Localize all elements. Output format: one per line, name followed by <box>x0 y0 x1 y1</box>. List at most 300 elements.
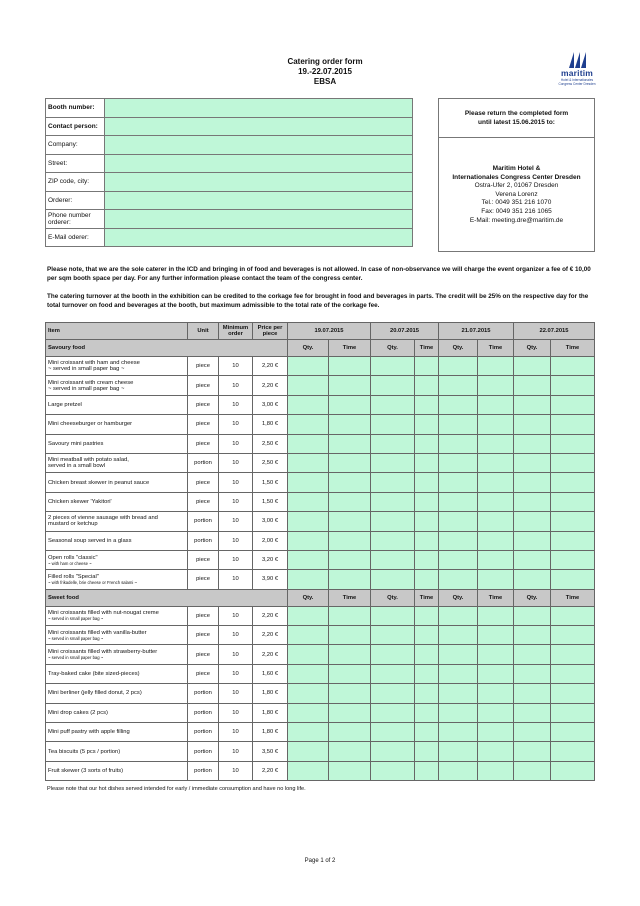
time-input-day-4[interactable] <box>551 376 595 395</box>
time-input-day-4[interactable] <box>551 606 595 625</box>
qty-input-day-4[interactable] <box>514 684 551 703</box>
table-row <box>46 531 595 550</box>
time-input-day-2[interactable] <box>415 606 439 625</box>
note-turnover-credit: The catering turnover at the booth in the exhibition can be credited to the corkage fee for brought in food and beverages in parts. The credit will be 25% on the respective day for the total turnover on food and beverages at the booth, but maximum admissible to the total rate of the corkage fee. <box>47 293 589 309</box>
time-input-day-1[interactable] <box>329 473 371 492</box>
time-input-day-1[interactable] <box>329 434 371 453</box>
time-input-day-3[interactable] <box>478 761 514 780</box>
table-row <box>46 723 595 742</box>
qty-input-day-1[interactable] <box>288 664 329 683</box>
time-input-day-2[interactable] <box>415 664 439 683</box>
time-input-day-4[interactable] <box>551 453 595 472</box>
time-input-day-1[interactable] <box>329 761 371 780</box>
item-description: ~ served in small paper bag ~ <box>48 616 104 622</box>
table-row <box>46 415 595 434</box>
time-input-day-3[interactable] <box>478 645 514 664</box>
item-price: 1,80 € <box>253 684 288 703</box>
time-input-day-1[interactable] <box>329 570 371 589</box>
item-minimum-order: 10 <box>219 415 253 434</box>
qty-input-day-2[interactable] <box>371 512 415 531</box>
item-name: Chicken breast skewer in peanut sauce <box>48 479 150 486</box>
time-input-day-1[interactable] <box>329 664 371 683</box>
qty-input-day-3[interactable] <box>439 395 478 414</box>
item-name: Open rolls "classic" <box>48 554 98 561</box>
time-input-day-2[interactable] <box>415 395 439 414</box>
header-date-4: 22.07.2015 <box>514 323 595 340</box>
time-input-day-3[interactable] <box>478 723 514 742</box>
item-minimum-order: 10 <box>219 684 253 703</box>
time-input-day-4[interactable] <box>551 492 595 511</box>
qty-input-day-2[interactable] <box>371 492 415 511</box>
qty-input-day-4[interactable] <box>514 531 551 550</box>
sails-icon <box>557 52 597 68</box>
item-unit: piece <box>188 434 219 453</box>
qty-input-day-3[interactable] <box>439 473 478 492</box>
time-input-day-3[interactable] <box>478 492 514 511</box>
time-input-day-4[interactable] <box>551 723 595 742</box>
item-unit: piece <box>188 376 219 395</box>
time-input-day-1[interactable] <box>329 626 371 645</box>
contact-field-input[interactable] <box>105 99 413 118</box>
time-input-day-1[interactable] <box>329 492 371 511</box>
table-row <box>46 703 595 722</box>
qty-input-day-3[interactable] <box>439 550 478 569</box>
item-description: served in a small bowl <box>48 463 106 470</box>
qty-input-day-3[interactable] <box>439 723 478 742</box>
time-input-day-2[interactable] <box>415 357 439 376</box>
item-name-cell <box>46 415 188 434</box>
item-minimum-order: 10 <box>219 376 253 395</box>
qty-input-day-2[interactable] <box>371 473 415 492</box>
qty-input-day-2[interactable] <box>371 357 415 376</box>
header-date-3: 21.07.2015 <box>439 323 514 340</box>
time-input-day-1[interactable] <box>329 415 371 434</box>
qty-input-day-1[interactable] <box>288 723 329 742</box>
item-minimum-order: 10 <box>219 357 253 376</box>
item-price: 1,80 € <box>253 703 288 722</box>
item-minimum-order: 10 <box>219 395 253 414</box>
qty-input-day-3[interactable] <box>439 645 478 664</box>
item-unit: piece <box>188 473 219 492</box>
item-minimum-order: 10 <box>219 626 253 645</box>
item-unit: piece <box>188 645 219 664</box>
item-name: Mini berliner (jelly filled donut, 2 pcs) <box>48 690 142 697</box>
qty-input-day-2[interactable] <box>371 570 415 589</box>
item-name-cell <box>46 703 188 722</box>
item-name: Mini croissants filled with vanilla-butter <box>48 629 147 636</box>
contact-field-row <box>46 210 413 229</box>
time-input-day-2[interactable] <box>415 434 439 453</box>
contact-field-row <box>46 173 413 192</box>
qty-input-day-3[interactable] <box>439 664 478 683</box>
qty-input-day-4[interactable] <box>514 664 551 683</box>
time-input-day-3[interactable] <box>478 376 514 395</box>
time-input-day-3[interactable] <box>478 512 514 531</box>
contact-field-input[interactable] <box>105 228 413 247</box>
table-row <box>46 453 595 472</box>
qty-input-day-1[interactable] <box>288 626 329 645</box>
contact-field-input[interactable] <box>105 136 413 155</box>
time-input-day-1[interactable] <box>329 742 371 761</box>
item-minimum-order: 10 <box>219 645 253 664</box>
contact-field-input[interactable] <box>105 191 413 210</box>
qty-input-day-3[interactable] <box>439 512 478 531</box>
logo-subtitle-2: Congress Center Dresden <box>558 82 596 86</box>
qty-input-day-4[interactable] <box>514 570 551 589</box>
contact-field-label: Booth number: <box>46 99 105 118</box>
time-input-day-3[interactable] <box>478 626 514 645</box>
qty-input-day-4[interactable] <box>514 434 551 453</box>
qty-input-day-2[interactable] <box>371 606 415 625</box>
qty-input-day-1[interactable] <box>288 357 329 376</box>
contact-field-input[interactable] <box>105 117 413 136</box>
table-row <box>46 550 595 569</box>
item-unit: piece <box>188 395 219 414</box>
qty-input-day-2[interactable] <box>371 684 415 703</box>
item-price: 2,50 € <box>253 453 288 472</box>
qty-input-day-2[interactable] <box>371 415 415 434</box>
time-input-day-4[interactable] <box>551 664 595 683</box>
item-name-cell <box>46 570 188 589</box>
time-input-day-4[interactable] <box>551 570 595 589</box>
qty-input-day-2[interactable] <box>371 395 415 414</box>
qty-input-day-2[interactable] <box>371 723 415 742</box>
item-price: 2,20 € <box>253 376 288 395</box>
qty-input-day-2[interactable] <box>371 664 415 683</box>
item-name: Seasonal soup served in a glass <box>48 537 132 544</box>
time-input-day-3[interactable] <box>478 453 514 472</box>
page-indicator: Page 1 of 2 <box>304 858 336 864</box>
time-input-day-2[interactable] <box>415 550 439 569</box>
item-minimum-order: 10 <box>219 453 253 472</box>
qty-column-header: Qty. <box>439 589 478 606</box>
time-column-header: Time <box>415 340 439 357</box>
time-input-day-4[interactable] <box>551 434 595 453</box>
contact-field-input[interactable] <box>105 210 413 229</box>
qty-input-day-4[interactable] <box>514 703 551 722</box>
time-input-day-1[interactable] <box>329 531 371 550</box>
address-contact-person: Verena Lorenz <box>495 190 538 198</box>
qty-input-day-2[interactable] <box>371 531 415 550</box>
time-input-day-4[interactable] <box>551 531 595 550</box>
qty-input-day-4[interactable] <box>514 357 551 376</box>
item-name-cell <box>46 492 188 511</box>
address-name-1: Maritim Hotel & <box>492 165 541 172</box>
contact-field-row <box>46 99 413 118</box>
time-input-day-1[interactable] <box>329 550 371 569</box>
time-input-day-3[interactable] <box>478 664 514 683</box>
time-input-day-4[interactable] <box>551 703 595 722</box>
table-row <box>46 761 595 780</box>
qty-input-day-3[interactable] <box>439 761 478 780</box>
item-name: Mini croissants filled with nut-nougat creme <box>48 610 159 617</box>
qty-column-header: Qty. <box>371 589 415 606</box>
time-input-day-1[interactable] <box>329 512 371 531</box>
item-unit: portion <box>188 684 219 703</box>
qty-input-day-3[interactable] <box>439 742 478 761</box>
time-input-day-1[interactable] <box>329 723 371 742</box>
table-row <box>46 357 595 376</box>
time-input-day-2[interactable] <box>415 492 439 511</box>
time-input-day-3[interactable] <box>478 473 514 492</box>
item-price: 3,00 € <box>253 395 288 414</box>
table-row <box>46 570 595 589</box>
qty-input-day-1[interactable] <box>288 395 329 414</box>
qty-column-header: Qty. <box>288 340 329 357</box>
item-name-cell <box>46 512 188 531</box>
item-name-cell <box>46 453 188 472</box>
item-minimum-order: 10 <box>219 434 253 453</box>
qty-input-day-3[interactable] <box>439 531 478 550</box>
item-name-cell <box>46 645 188 664</box>
time-input-day-4[interactable] <box>551 473 595 492</box>
contact-field-input[interactable] <box>105 154 413 173</box>
qty-input-day-1[interactable] <box>288 761 329 780</box>
item-unit: piece <box>188 550 219 569</box>
time-column-header: Time <box>478 340 514 357</box>
order-table <box>45 322 595 781</box>
item-minimum-order: 10 <box>219 473 253 492</box>
time-input-day-4[interactable] <box>551 626 595 645</box>
time-input-day-1[interactable] <box>329 357 371 376</box>
qty-input-day-3[interactable] <box>439 492 478 511</box>
time-input-day-3[interactable] <box>478 395 514 414</box>
time-input-day-3[interactable] <box>478 742 514 761</box>
qty-input-day-2[interactable] <box>371 376 415 395</box>
return-instruction-line-1: Please return the completed form <box>464 110 569 117</box>
time-input-day-4[interactable] <box>551 742 595 761</box>
qty-input-day-2[interactable] <box>371 645 415 664</box>
item-unit: piece <box>188 570 219 589</box>
contact-field-row <box>46 228 413 247</box>
time-input-day-4[interactable] <box>551 395 595 414</box>
time-input-day-3[interactable] <box>478 531 514 550</box>
qty-input-day-2[interactable] <box>371 626 415 645</box>
item-description: ~ served in small paper bag ~ <box>48 655 104 661</box>
time-input-day-4[interactable] <box>551 357 595 376</box>
qty-input-day-3[interactable] <box>439 434 478 453</box>
contact-field-row <box>46 191 413 210</box>
qty-input-day-4[interactable] <box>514 453 551 472</box>
item-unit: portion <box>188 531 219 550</box>
note-sole-caterer: Please note, that we are the sole caterer in the ICD and bringing in of food and beverages is not allowed. In case of non-observance we will charge the event organizer a fee of € 10,00 per sqm booth space per day. For any further information please contact the team of the congress center. <box>47 266 591 282</box>
item-minimum-order: 10 <box>219 512 253 531</box>
return-instruction-line-2: until latest 15.06.2015 to: <box>478 119 555 126</box>
item-minimum-order: 10 <box>219 703 253 722</box>
qty-input-day-3[interactable] <box>439 606 478 625</box>
section-header-row <box>46 589 595 606</box>
qty-column-header: Qty. <box>439 340 478 357</box>
qty-input-day-1[interactable] <box>288 606 329 625</box>
time-input-day-2[interactable] <box>415 742 439 761</box>
time-input-day-2[interactable] <box>415 723 439 742</box>
qty-input-day-3[interactable] <box>439 376 478 395</box>
time-input-day-3[interactable] <box>478 434 514 453</box>
time-input-day-3[interactable] <box>478 606 514 625</box>
time-input-day-2[interactable] <box>415 453 439 472</box>
qty-input-day-3[interactable] <box>439 626 478 645</box>
qty-input-day-1[interactable] <box>288 742 329 761</box>
item-minimum-order: 10 <box>219 742 253 761</box>
time-input-day-2[interactable] <box>415 570 439 589</box>
qty-input-day-4[interactable] <box>514 645 551 664</box>
qty-input-day-1[interactable] <box>288 684 329 703</box>
table-header-row <box>46 323 595 340</box>
qty-input-day-3[interactable] <box>439 453 478 472</box>
time-input-day-1[interactable] <box>329 395 371 414</box>
time-input-day-4[interactable] <box>551 684 595 703</box>
time-input-day-2[interactable] <box>415 376 439 395</box>
qty-input-day-3[interactable] <box>439 570 478 589</box>
qty-input-day-4[interactable] <box>514 512 551 531</box>
item-price: 2,20 € <box>253 626 288 645</box>
item-name: Tea biscuits (5 pcs / portion) <box>48 748 121 755</box>
qty-input-day-1[interactable] <box>288 376 329 395</box>
time-column-header: Time <box>415 589 439 606</box>
qty-input-day-2[interactable] <box>371 434 415 453</box>
time-input-day-1[interactable] <box>329 376 371 395</box>
qty-input-day-4[interactable] <box>514 473 551 492</box>
time-input-day-1[interactable] <box>329 684 371 703</box>
qty-input-day-4[interactable] <box>514 742 551 761</box>
qty-input-day-4[interactable] <box>514 761 551 780</box>
address-fax: Fax: 0049 351 216 1065 <box>481 207 552 215</box>
qty-input-day-4[interactable] <box>514 376 551 395</box>
qty-input-day-4[interactable] <box>514 415 551 434</box>
qty-input-day-1[interactable] <box>288 473 329 492</box>
address-street: Ostra-Ufer 2, 01067 Dresden <box>474 182 559 190</box>
time-input-day-2[interactable] <box>415 684 439 703</box>
item-unit: piece <box>188 626 219 645</box>
section-name: Savoury food <box>46 340 288 357</box>
qty-input-day-3[interactable] <box>439 684 478 703</box>
item-price: 1,80 € <box>253 415 288 434</box>
qty-input-day-4[interactable] <box>514 550 551 569</box>
contact-field-input[interactable] <box>105 173 413 192</box>
time-input-day-1[interactable] <box>329 645 371 664</box>
time-input-day-2[interactable] <box>415 531 439 550</box>
item-name: Mini cheeseburger or hamburger <box>48 421 133 428</box>
item-unit: piece <box>188 664 219 683</box>
time-input-day-3[interactable] <box>478 550 514 569</box>
item-name-cell <box>46 761 188 780</box>
qty-input-day-3[interactable] <box>439 415 478 434</box>
qty-input-day-1[interactable] <box>288 492 329 511</box>
item-price: 2,20 € <box>253 606 288 625</box>
qty-input-day-3[interactable] <box>439 703 478 722</box>
time-input-day-1[interactable] <box>329 453 371 472</box>
item-description: ~ served in small paper bag ~ <box>48 366 125 373</box>
time-input-day-2[interactable] <box>415 512 439 531</box>
table-row <box>46 626 595 645</box>
qty-input-day-1[interactable] <box>288 453 329 472</box>
time-input-day-4[interactable] <box>551 761 595 780</box>
qty-input-day-1[interactable] <box>288 531 329 550</box>
item-price: 3,00 € <box>253 512 288 531</box>
qty-input-day-1[interactable] <box>288 645 329 664</box>
qty-input-day-4[interactable] <box>514 626 551 645</box>
item-name-cell <box>46 531 188 550</box>
qty-input-day-2[interactable] <box>371 453 415 472</box>
item-name: Mini croissant with ham and cheese <box>48 360 140 367</box>
time-input-day-1[interactable] <box>329 606 371 625</box>
table-row <box>46 492 595 511</box>
qty-input-day-4[interactable] <box>514 723 551 742</box>
time-input-day-2[interactable] <box>415 645 439 664</box>
time-input-day-4[interactable] <box>551 645 595 664</box>
item-unit: portion <box>188 761 219 780</box>
time-input-day-2[interactable] <box>415 703 439 722</box>
item-name: 2 pieces of vienne sausage with bread and <box>48 515 158 522</box>
qty-input-day-2[interactable] <box>371 742 415 761</box>
time-input-day-3[interactable] <box>478 703 514 722</box>
time-input-day-2[interactable] <box>415 415 439 434</box>
item-price: 2,20 € <box>253 357 288 376</box>
qty-input-day-4[interactable] <box>514 395 551 414</box>
qty-input-day-1[interactable] <box>288 570 329 589</box>
qty-input-day-1[interactable] <box>288 703 329 722</box>
item-name: Mini puff pastry with apple filling <box>48 729 130 736</box>
time-input-day-3[interactable] <box>478 570 514 589</box>
qty-input-day-2[interactable] <box>371 703 415 722</box>
header-unit: Unit <box>188 323 219 340</box>
form-title <box>250 57 400 87</box>
qty-input-day-1[interactable] <box>288 415 329 434</box>
item-price: 3,50 € <box>253 742 288 761</box>
qty-input-day-4[interactable] <box>514 492 551 511</box>
time-input-day-1[interactable] <box>329 703 371 722</box>
item-name-cell <box>46 550 188 569</box>
time-input-day-4[interactable] <box>551 512 595 531</box>
header-date-2: 20.07.2015 <box>371 323 439 340</box>
table-row <box>46 606 595 625</box>
qty-input-day-4[interactable] <box>514 606 551 625</box>
header-price: Price per piece <box>253 323 288 340</box>
time-input-day-2[interactable] <box>415 761 439 780</box>
time-column-header: Time <box>329 340 371 357</box>
logo-subtitle-1: Hotel & Internationales <box>560 78 594 82</box>
time-input-day-4[interactable] <box>551 415 595 434</box>
contact-field-label: E-Mail oderer: <box>46 228 105 247</box>
item-minimum-order: 10 <box>219 606 253 625</box>
time-input-day-3[interactable] <box>478 357 514 376</box>
item-price: 2,20 € <box>253 645 288 664</box>
qty-input-day-3[interactable] <box>439 357 478 376</box>
qty-input-day-2[interactable] <box>371 550 415 569</box>
qty-input-day-1[interactable] <box>288 512 329 531</box>
header-date-1: 19.07.2015 <box>288 323 371 340</box>
footnote: Please note that our hot dishes served intended for early / immediate consumption and have no long life. <box>47 786 306 792</box>
qty-input-day-1[interactable] <box>288 434 329 453</box>
qty-input-day-2[interactable] <box>371 761 415 780</box>
logo-brand: maritim <box>560 68 594 78</box>
qty-column-header: Qty. <box>288 589 329 606</box>
time-input-day-2[interactable] <box>415 626 439 645</box>
qty-input-day-1[interactable] <box>288 550 329 569</box>
maritim-logo <box>557 52 597 92</box>
item-name-cell <box>46 664 188 683</box>
header-item: Item <box>46 323 188 340</box>
item-price: 2,00 € <box>253 531 288 550</box>
time-input-day-4[interactable] <box>551 550 595 569</box>
time-column-header: Time <box>329 589 371 606</box>
item-price: 3,20 € <box>253 550 288 569</box>
table-row <box>46 376 595 395</box>
time-input-day-3[interactable] <box>478 415 514 434</box>
time-input-day-2[interactable] <box>415 473 439 492</box>
item-minimum-order: 10 <box>219 723 253 742</box>
time-input-day-3[interactable] <box>478 684 514 703</box>
